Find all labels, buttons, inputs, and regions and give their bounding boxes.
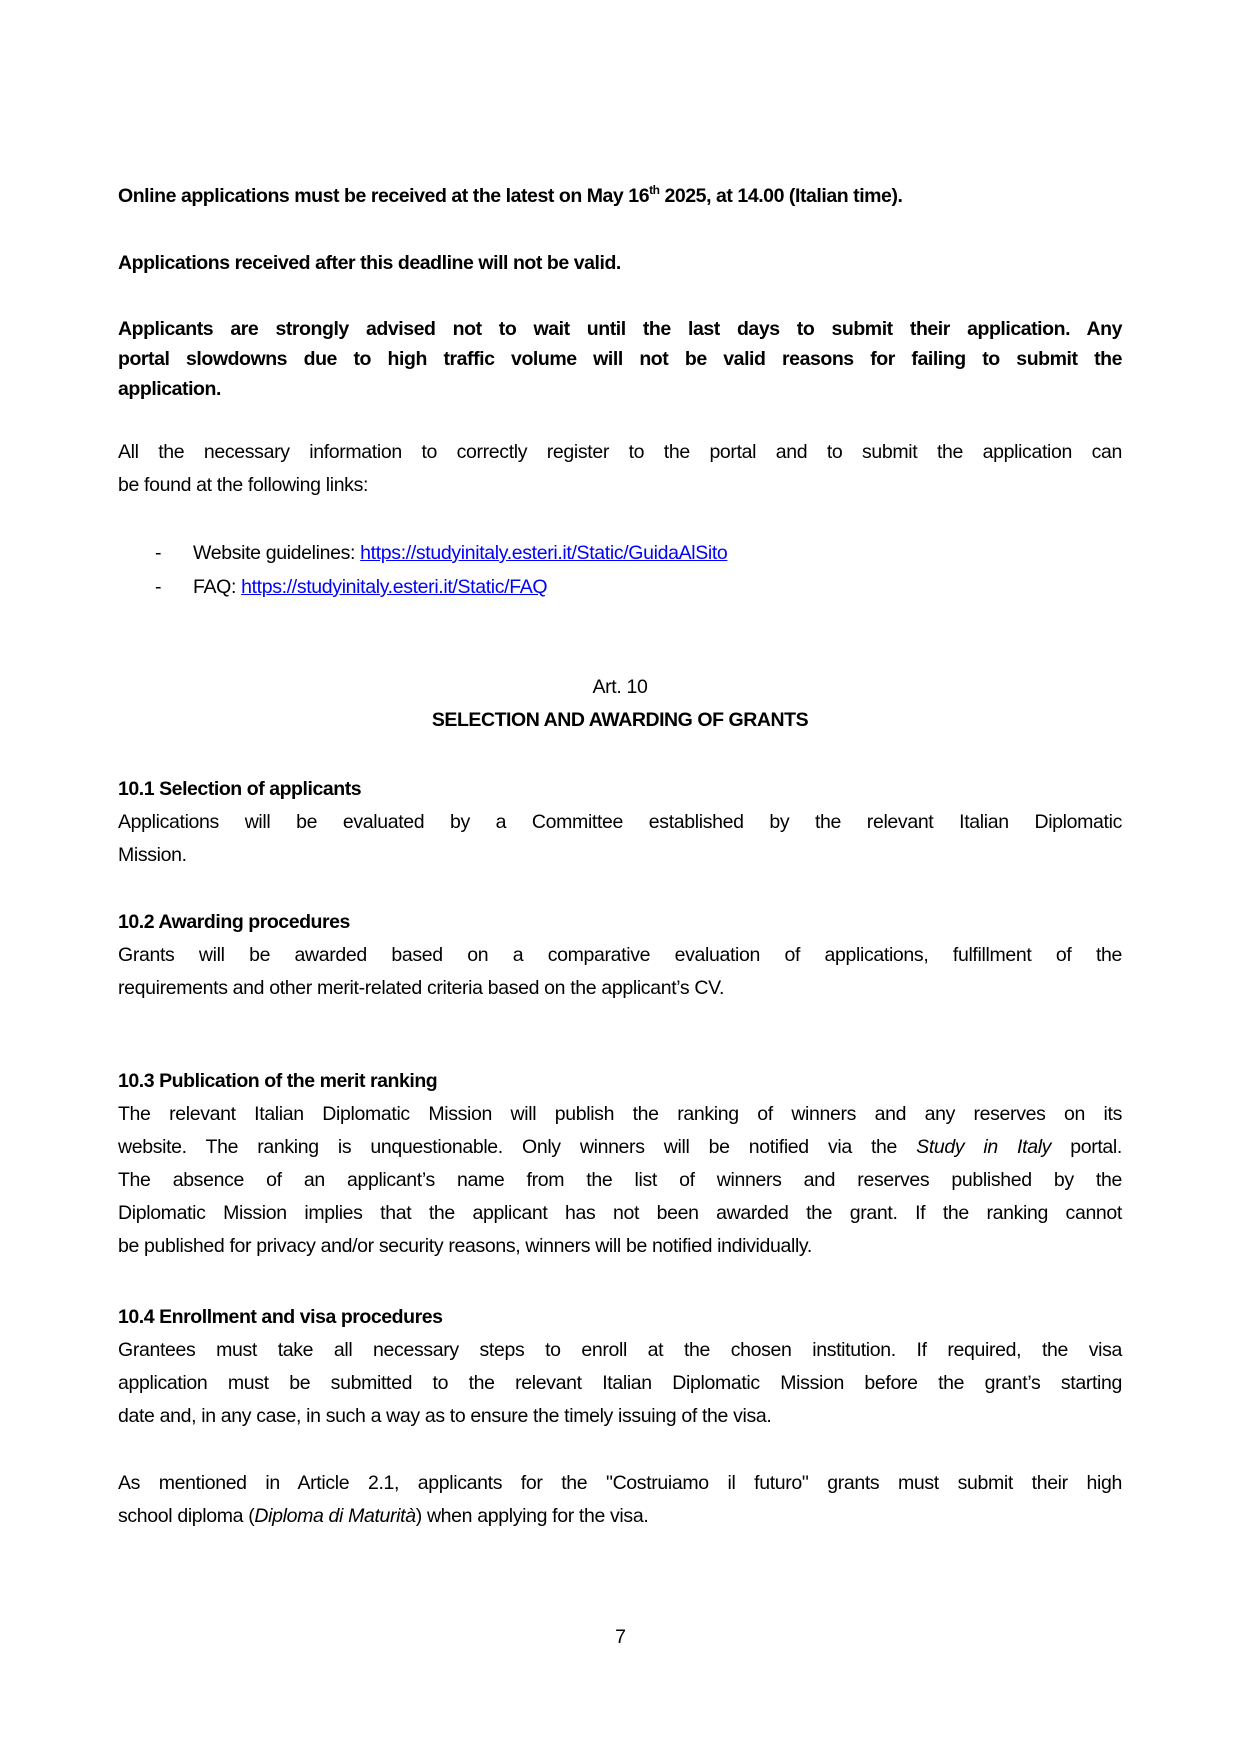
deadline-statement — [118, 180, 1122, 213]
info-line-2: be found at the following links: — [118, 474, 369, 496]
section-heading-10-4: 10.4 Enrollment and visa procedures — [118, 1306, 443, 1328]
section-heading-10-1: 10.1 Selection of applicants — [118, 778, 362, 800]
deadline-text-pre: Online applications must be received at the latest on May 16 — [118, 185, 650, 207]
diploma-name: Diploma di Maturità — [254, 1505, 416, 1527]
advice-line-3: application. — [118, 378, 221, 400]
article-number: Art. 10 — [592, 676, 648, 698]
deadline-text-post: 2025, at 14.00 (Italian time). — [659, 185, 903, 207]
section-10-4-line-1: Grantees must take all necessary steps to enroll at the chosen institution. If required, the visa — [118, 1339, 1122, 1361]
faq-link[interactable]: https://studyinitaly.esteri.it/Static/FAQ — [241, 576, 548, 598]
section-heading-10-3: 10.3 Publication of the merit ranking — [118, 1070, 438, 1092]
section-10-3-line-2 — [118, 1131, 1122, 1164]
website-guidelines-link[interactable]: https://studyinitaly.esteri.it/Static/GuidaAlSito — [360, 542, 728, 564]
text-span: ) when applying for the visa. — [415, 1505, 649, 1527]
section-10-1-line-1: Applications will be evaluated by a Committee established by the relevant Italian Diplomatic — [118, 811, 1122, 833]
section-10-3-line-1: The relevant Italian Diplomatic Mission will publish the ranking of winners and any reserves on its — [118, 1103, 1122, 1125]
text-span: school diploma ( — [118, 1505, 255, 1527]
article-title: SELECTION AND AWARDING OF GRANTS — [431, 709, 809, 731]
section-10-2-line-1: Grants will be awarded based on a comparative evaluation of applications, fulfillment of the — [118, 944, 1122, 966]
section-10-4-line-3: date and, in any case, in such a way as to ensure the timely issuing of the visa. — [118, 1405, 772, 1427]
section-heading-10-2: 10.2 Awarding procedures — [118, 911, 350, 933]
section-10-1-line-2: Mission. — [118, 844, 187, 866]
deadline-ordinal-suffix: th — [649, 182, 660, 197]
section-10-4-line-2: application must be submitted to the relevant Italian Diplomatic Mission before the grant’s starting — [118, 1372, 1122, 1394]
portal-name: Study in Italy — [916, 1136, 1052, 1158]
section-10-3-line-4: Diplomatic Mission implies that the applicant has not been awarded the grant. If the ranking cannot — [118, 1202, 1122, 1224]
section-10-4-note-line-1: As mentioned in Article 2.1, applicants for the "Costruiamo il futuro" grants must submit their high — [118, 1472, 1122, 1494]
page-number: 7 — [615, 1626, 626, 1648]
info-line-1: All the necessary information to correctly register to the portal and to submit the application can — [118, 441, 1122, 463]
section-10-2-line-2: requirements and other merit-related criteria based on the applicant’s CV. — [118, 977, 725, 999]
text-span: website. The ranking is unquestionable. Only winners will be notified via the — [118, 1136, 917, 1158]
bullet-dash: - — [155, 576, 162, 598]
invalid-notice: Applications received after this deadline will not be valid. — [118, 252, 621, 274]
advice-line-1: Applicants are strongly advised not to wait until the last days to submit their application. Any — [118, 318, 1122, 340]
text-span: portal. — [1051, 1136, 1122, 1158]
advice-line-2: portal slowdowns due to high traffic volume will not be valid reasons for failing to submit the — [118, 348, 1122, 370]
link-label: Website guidelines: — [193, 542, 361, 564]
section-10-3-line-3: The absence of an applicant’s name from the list of winners and reserves published by the — [118, 1169, 1122, 1191]
link-label: FAQ: — [193, 576, 242, 598]
bullet-dash: - — [155, 542, 162, 564]
section-10-3-line-5: be published for privacy and/or security reasons, winners will be notified individually. — [118, 1235, 812, 1257]
section-10-4-note-line-2 — [118, 1500, 1122, 1533]
